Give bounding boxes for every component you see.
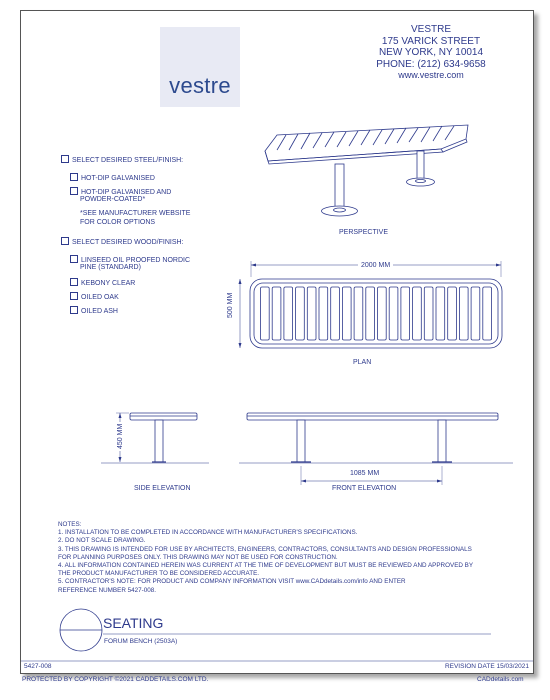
note-line: 5. CONTRACTOR'S NOTE: FOR PRODUCT AND COMPANY INFORMATION VISIT www.CADdetails.com/info AND ENTER [58,578,406,586]
notes-heading: NOTES: [58,521,82,528]
plan-label: PLAN [353,359,372,366]
copyright-notice: PROTECTED BY COPYRIGHT ©2021 CADDETAILS.COM LTD. [22,676,209,683]
drawing-title: SEATING [103,615,164,631]
wood-option-pine-line2: PINE (STANDARD) [80,264,141,271]
leg-spacing-dimension: 1085 MM [350,470,380,477]
wood-option-pine[interactable]: LINSEED OIL PROOFED NORDIC [70,255,190,266]
steel-option-heading[interactable]: SELECT DESIRED STEEL/FINISH: [61,155,183,166]
wood-option-ash[interactable]: OILED ASH [70,306,118,317]
perspective-view [265,125,468,216]
revision-date: REVISION DATE 15/03/2021 [444,663,529,670]
steel-option-powder-coated[interactable]: HOT-DIP GALVANISED AND [70,187,171,198]
company-address-1: 175 VARICK STREET [381,35,481,47]
wood-option-kebony[interactable]: KEBONY CLEAR [70,278,135,289]
plan-view [239,261,503,348]
company-name: VESTRE [410,24,451,35]
note-line: REFERENCE NUMBER 5427-008. [58,586,156,594]
side-elevation-label: SIDE ELEVATION [134,485,191,492]
note-line: 4. ALL INFORMATION CONTAINED HEREIN WAS CURRENT AT THE TIME OF DEVELOPMENT BUT MUST BE REVIEWED AND APPROVED BY [58,562,474,570]
reference-number: 5427-008 [24,663,52,670]
section-circle-icon [60,609,102,651]
length-dimension: 2000 MM [358,262,393,269]
note-line: FOR PLANNING PURPOSES ONLY. THIS DRAWING MAY NOT BE USED FOR CONSTRUCTION. [58,553,338,561]
note-line: 3. THIS DRAWING IS INTENDED FOR USE BY ARCHITECTS, ENGINEERS, CONTRACTORS, CONSULTANTS AND DESIGN PROFESSIONALS [58,545,472,553]
width-dimension: 500 MM [227,292,234,318]
logo-text: vestre [169,73,231,98]
steel-option-hot-dip[interactable]: HOT-DIP GALVANISED [70,173,155,184]
company-phone: PHONE: (212) 634-9658 [376,58,486,70]
wood-option-heading[interactable]: SELECT DESIRED WOOD/FINISH: [61,237,184,248]
note-line: 1. INSTALLATION TO BE COMPLETED IN ACCORDANCE WITH MANUFACTURER'S SPECIFICATIONS. [58,529,358,537]
company-address-2: NEW YORK, NY 10014 [378,47,484,58]
drawing-sheet [20,10,534,674]
note-line: THE PRODUCT MANUFACTURER TO BE CONSIDERED ACCURATE. [58,570,260,578]
front-elevation-label: FRONT ELEVATION [332,485,397,492]
steel-note-1: *SEE MANUFACTURER WEBSITE [80,210,191,217]
steel-option-powder-coated-line2: POWDER-COATED* [80,196,146,203]
steel-note-2: FOR COLOR OPTIONS [80,219,156,226]
drawing-subtitle: FORUM BENCH (2503A) [104,638,178,645]
wood-option-oak[interactable]: OILED OAK [70,292,119,303]
company-website: www.vestre.com [398,70,464,80]
notes-block [58,521,518,595]
note-line: 2. DO NOT SCALE DRAWING. [58,537,146,545]
perspective-label: PERSPECTIVE [339,229,389,236]
height-dimension: 450 MM [117,423,124,449]
caddetails-brand[interactable]: CADdetails.com [477,676,524,683]
